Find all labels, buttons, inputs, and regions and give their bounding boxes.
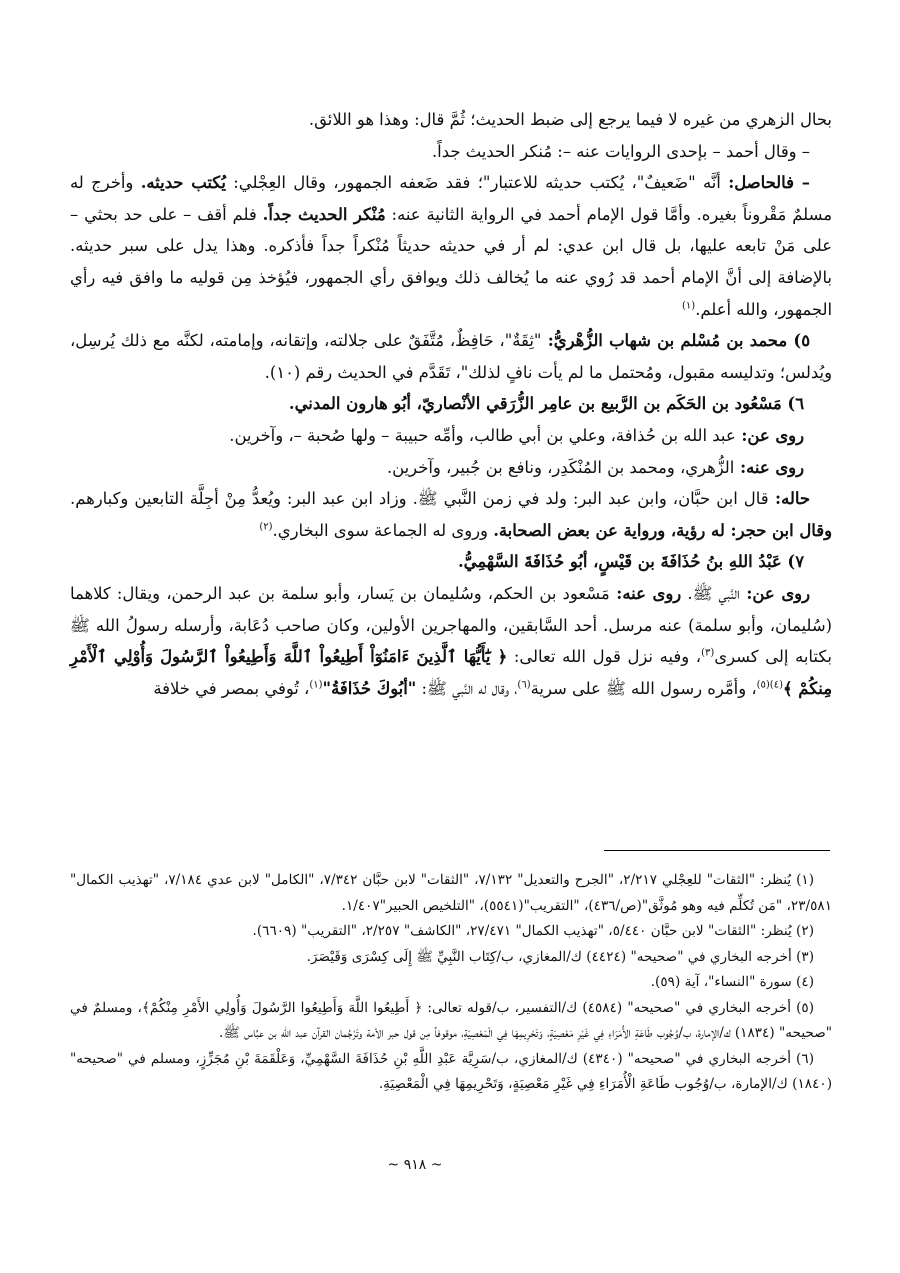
narrator-zuhri: ٥) محمد بن مُسْلم بن شهاب الزُّهْريُّ: "ثِقَةٌ"، حَافِظٌ، مُتَّفَقٌ على جلالته، وإتقانه، وإمامته، لكنَّه مع ذلك يُرسِل، ويُدلس؛ وتدليسه مقبول، ومُحتمل ما لم يأت نافٍ لذلك"، تَقَدَّم في الحديث رقم (١٠). xyxy=(70,331,832,382)
footnote-6: (٦) أخرجه البخاري في "صحيحه" (٤٣٤٠) ك/المغازي، ب/سَرِيَّة عَبْدِ اللَّهِ بْنِ حُذَافَةَ السَّهْمِيِّ، وَعَلْقَمَةَ بْنِ مُجَزِّزٍ، ومسلم في "صحيحه" (١٨٤٠) ك/الإمارة، ب/وُجُوب طَاعَةِ الْأُمَرَاءِ فِي غَيْرِ مَعْصِيَةٍ، وَتَحْرِيمِهَا فِي الْمَعْصِيَةِ. xyxy=(70,1050,832,1092)
footnote-2: (٢) يُنظر: "الثقات" لابن حبَّان ٥/٤٤٠، "تهذيب الكمال" ٢٧/٤٧١، "الكاشف" ٢/٢٥٧، "التقريب" (٦٦٠٩). xyxy=(252,923,814,939)
narrator-abdullah-bio: روى عن: النَّبي ﷺ. روى عنه: مَسْعود بن الحكم، وسُليمان بن يَسار، وأبو سلمة بن عبد الرحمن، ويقال: كلاهما (سُليمان، وأبو سلمة) عنه مرسل. أحد السَّابقين، والمهاجرين الأولين، وكان صاحب دُعَابة، وأرسله رسولُ الله ﷺ بكتابه إلى كسرى$^{(٣)}$، وفيه نزل قول الله تعالى: ﴿ يَٰٓأَيُّهَا ٱلَّذِينَ ءَامَنُوٓاْ أَطِيعُواْ ٱللَّهَ وَأَطِيعُواْ ٱلرَّسُولَ وَأُوْلِي ٱلْأَمْرِ مِنكُمْ ﴾$^{(٤)(٥)}$، وأمَّره رسول الله ﷺ على سرية$^{(٦)}$، وقال له النَّبي ﷺ: "أبُوكَ حُذَافَةُ"$^{(١)}$، تُوفي بمصر في خلافة xyxy=(70,583,832,698)
footnote-4: (٤) سورة "النساء"، آية (٥٩). xyxy=(650,974,814,990)
narrated-by: روى عنه: الزُّهري، ومحمد بن المُنْكَدِر، ونافع بن جُبير، وآخرين. xyxy=(386,457,804,477)
footnote-ref: (١) xyxy=(682,300,696,312)
paragraph-conclusion: – فالحاصل: أنَّه "ضَعيفٌ"، يُكتب حديثه للاعتبار"؛ فقد ضَعفه الجمهور، وقال العِجْلي: يُكتب حديثه. وأخرج له مسلمٌ مَقْروناً بغيره. وأمَّا قول الإمام أحمد في الرواية الثانية عنه: مُنْكر الحديث جداً. فلم أقف – على حد بحثي – على مَنْ تابعه عليها، بل قال ابن عدي: لم أر في حديثه حديثاً مُنْكراً جداً فأذكره. وهذا يدل على سبر حديثه. بالإضافة إلى أنَّ الإمام أحمد قد رُوي عنه ما يُخالف ذلك ويوافق رأي الجمهور، فيُؤخذ مِن قوليه ما وافق فيه رأي الجمهور، والله أعلم.$^{(١)}$ xyxy=(70,173,832,319)
paragraph-ahmad-quote: – وقال أحمد – بإحدى الروايات عنه –: مُنكر الحديث جداً. xyxy=(431,141,810,161)
narrator-heading-masud: ٦) مَسْعُود بن الحَكَم بن الرَّبيع بن عامِر الزُّرَقي الأنْصاريّ، أبُو هارون المدني. xyxy=(288,394,804,414)
narrator-heading: ٥) محمد بن مُسْلم بن شهاب الزُّهْريُّ: xyxy=(541,331,810,351)
footnote-ref: (٣) xyxy=(701,647,715,659)
quran-verse: ﴿ يَٰٓأَيُّهَا ٱلَّذِينَ ءَامَنُوٓاْ أَطِيعُواْ ٱللَّهَ وَأَطِيعُواْ ٱلرَّسُولَ وَأُوْلِي ٱلْأَمْرِ مِنكُمْ ﴾ xyxy=(70,647,832,698)
footnotes xyxy=(70,868,832,1098)
page-number: ~ ٩١٨ ~ xyxy=(387,1157,443,1173)
footnote-separator xyxy=(604,850,830,851)
footnote-3: (٣) أخرجه البخاري في "صحيحه" (٤٤٢٤) ك/المغازي، ب/كِتَاب النَّبِيِّ ﷺ إِلَى كِسْرَى وَقَيْصَرَ. xyxy=(306,948,814,965)
footnote-ref: (٤)(٥) xyxy=(756,679,783,691)
narrator-status: حاله: قال ابن حبَّان، وابن عبد البر: ولد في زمن النَّبي ﷺ. وزاد ابن عبد البر: ويُعدُّ مِنْ أجِلَّة التابعين وكبارهم. وقال ابن حجر: له رؤية، ورواية عن بعض الصحابة. وروى له الجماعة سوى البخاري.$^{(٢)}$ xyxy=(70,489,832,540)
narrated-from: روى عن: عبد الله بن حُذافة، وعلي بن أبي طالب، وأمِّه حبيبة – ولها صُحبة –، وآخرين. xyxy=(229,425,804,445)
footnote-ref: (٦) xyxy=(517,679,531,691)
footnote-5: (٥) أخرجه البخاري في "صحيحه" (٤٥٨٤) ك/التفسير، ب/قوله تعالى: ﴿ أَطِيعُوا اللَّهَ وَأَطِيعُوا الرَّسُولَ وَأُولِي الأَمْرِ مِنْكُمْ﴾، ومسلمٌ في "صحيحه" (١٨٣٤) ك/الإمارة، ب/وُجُوب طَاعَةِ الأُمَرَاءِ فِي غَيْرِ مَعْصِيَةٍ، وَتَحْرِيمِهَا فِي الْمَعْصِيَةِ، موقوفاً مِن قول حبر الأمة وتَرْجُمان القرآن عبد الله بن عبَّاس ﷺ. xyxy=(70,999,832,1041)
main-text xyxy=(70,104,832,704)
narrator-heading-abdullah: ٧) عَبْدُ اللهِ بنُ حُذَافَةَ بن قَيْسٍ، أبُو حُذَافَةَ السَّهْمِيُّ. xyxy=(457,552,804,572)
footnote-ref: (٢) xyxy=(259,521,273,533)
conclusion-label: – فالحاصل: xyxy=(728,173,810,193)
footnote-ref: (١) xyxy=(309,679,323,691)
hadith-quote: "أبُوكَ حُذَافَةُ" xyxy=(322,678,417,698)
footnote-1: (١) يُنظر: "الثقات" للعِجْلي ٢/٢١٧، "الجرح والتعديل" ٧/١٣٢، "الثقات" لابن حبَّان ٧/٣٤٢، "الكامل" لابن عدي ٧/١٨٤، "تهذيب الكمال" ٢٣/٥٨١، "مَن تُكلِّم فيه وهو مُوثَّق"(ص/٤٣٦)، "التقريب"(٥٥٤١)، "التلخيص الحبير"١/٤٠٧. xyxy=(70,872,832,914)
paragraph-continuation: بحال الزهري من غيره لا فيما يرجع إلى ضبط الحديث؛ ثُمَّ قال: وهذا هو اللائق. xyxy=(308,110,832,129)
